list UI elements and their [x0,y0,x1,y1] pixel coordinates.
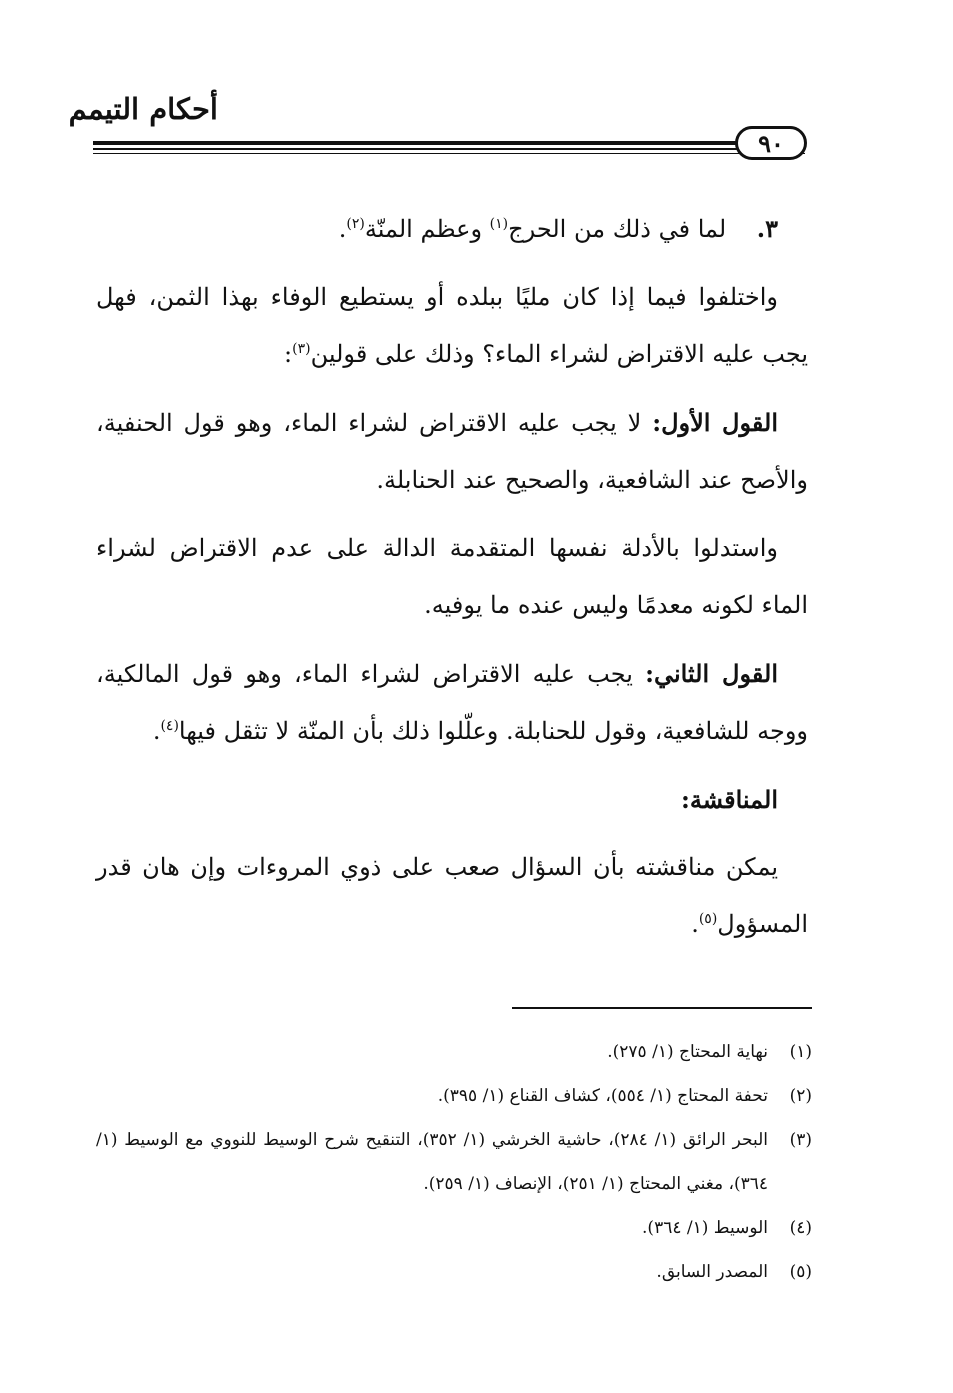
paragraph [96,645,808,760]
paragraph [96,839,808,953]
paragraph-text: . [691,910,699,938]
paragraph-text: . [152,717,161,745]
footnote-ref[interactable]: (١) [489,216,509,232]
footnote-ref[interactable]: (٢) [346,216,365,232]
footnote-ref[interactable]: (٣) [292,341,311,357]
item-text: لما في ذلك من الحرج [508,215,727,243]
paragraph-text: لا يجب عليه الاقتراض لشراء الماء، وهو قول الحنفية، والأصح عند الشافعية، والصحيح عند الحنابلة. [96,409,808,494]
opinion-label: القول الأول: [652,408,778,437]
header-rule [93,153,805,154]
page-number: ٩٠ [735,126,807,160]
paragraph: واستدلوا بالأدلة نفسها المتقدمة الدالة على عدم الاقتراض لشراء الماء لكونه معدمًا وليس عنده ما يوفيه. [96,534,808,619]
paragraph [96,269,808,383]
item-number: ٣. [756,214,778,243]
paragraph-text: : [284,340,293,368]
footnote-text: الوسيط (١/ ٣٦٤). [642,1218,768,1238]
footnote [96,1118,812,1206]
numbered-item [96,200,808,258]
footnote-number: (٤) [789,1218,812,1238]
section-heading: المناقشة: [680,785,778,814]
footnote-text: المصدر السابق. [656,1262,768,1282]
footnote-number: (٢) [789,1086,812,1106]
footnote [96,1030,812,1074]
footnote-number: (٣) [789,1130,812,1150]
main-text [96,200,808,964]
footnote-text: تحفة المحتاج (١/ ٥٥٤)، كشاف القناع (١/ ٣٩٥). [437,1086,768,1106]
paragraph [96,394,808,509]
footnote-number: (١) [789,1042,812,1062]
footnotes [96,1030,812,1294]
paragraph-text: واختلفوا فيما إذا كان مليًا ببلده أو يستطيع الوفاء بهذا الثمن، فهل يجب عليه الاقتراض لشراء الماء؟ وذلك على قولين [96,283,808,368]
paragraph-text: يجب عليه الاقتراض لشراء الماء، وهو قول المالكية، ووجه للشافعية، وقول للحنابلة. وعلّلوا ذلك بأن المنّة لا تثقل فيها [96,660,808,745]
footnote [96,1074,812,1118]
footnote-text: نهاية المحتاج (١/ ٢٧٥). [607,1042,768,1062]
footnote-text: البحر الرائق (١/ ٢٨٤)، حاشية الخرشي (١/ ٣٥٢)، التنقيح شرح الوسيط للنووي مع الوسيط (١/ ٣٦٤)، مغني المحتاج (١/ ٢٥١)، الإنصاف (١/ ٢٥٩). [96,1130,768,1194]
footnote-ref[interactable]: (٤) [160,718,179,734]
opinion-label: القول الثاني: [645,659,779,688]
paragraph-text: يمكن مناقشته بأن السؤال صعب على ذوي المروءات وإن هان قدر المسؤول [96,853,808,938]
footnote-separator [512,1007,812,1009]
footnote [96,1250,812,1294]
running-header-title: أحكام التيمم [68,92,218,126]
header-rule [93,141,805,145]
item-text: وعظم المنّة [364,215,490,243]
footnote-ref[interactable]: (٥) [698,911,718,927]
footnote-number: (٥) [789,1262,812,1282]
header-rule [93,148,805,150]
footnote [96,1206,812,1250]
item-text: . [338,215,347,243]
